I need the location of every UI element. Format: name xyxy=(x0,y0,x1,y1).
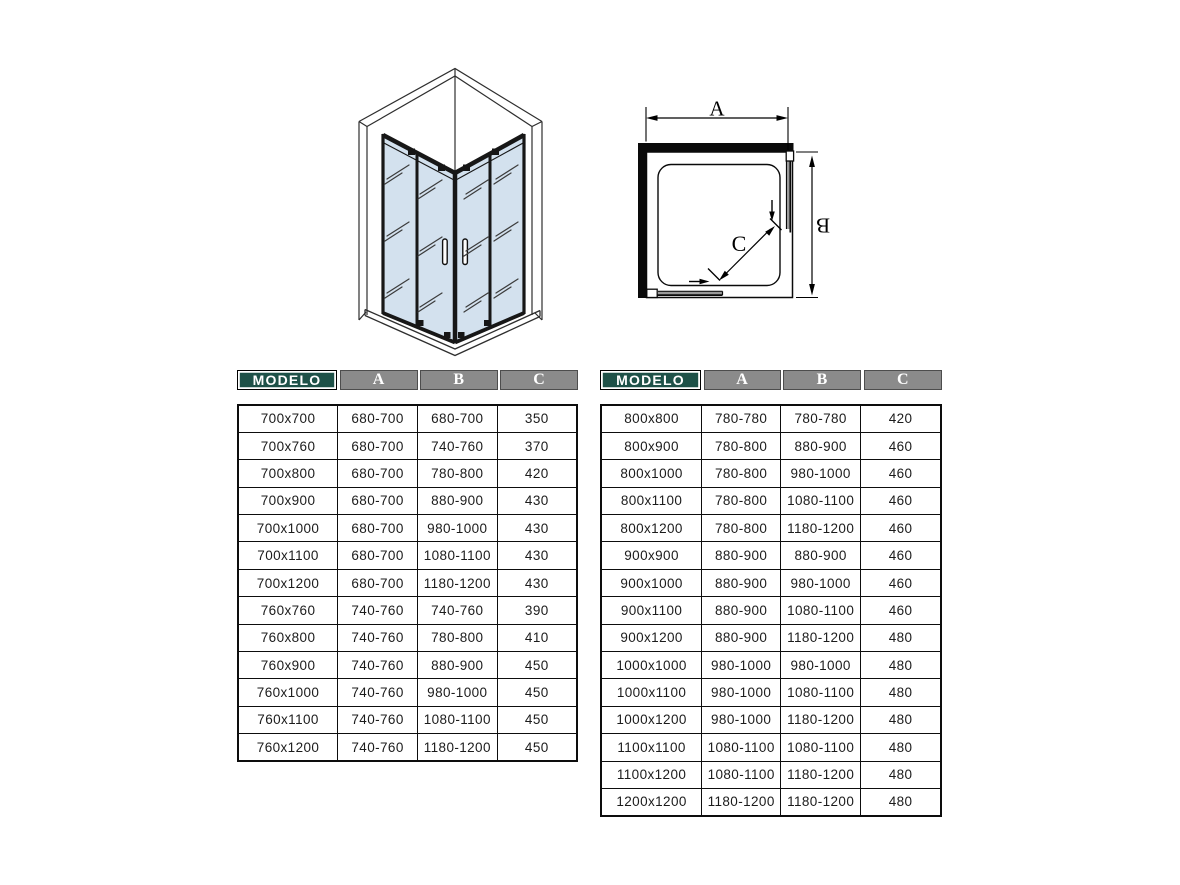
table-cell: 700x1100 xyxy=(238,542,338,569)
table-row xyxy=(238,569,577,596)
table-cell: 1180-1200 xyxy=(781,624,861,651)
table-cell: 700x900 xyxy=(238,487,338,514)
table-row xyxy=(238,432,577,459)
plan-wall-profile-top-right xyxy=(786,151,793,161)
table-row xyxy=(601,761,941,788)
table-cell: 480 xyxy=(861,734,941,761)
table-row xyxy=(238,734,577,761)
table-cell: 1080-1100 xyxy=(702,734,781,761)
table-cell: 370 xyxy=(497,432,577,459)
table-cell: 760x1100 xyxy=(238,706,338,733)
table-cell: 740-760 xyxy=(338,624,418,651)
table-cell: 350 xyxy=(497,405,577,432)
table-cell: 880-900 xyxy=(781,432,861,459)
table-cell: 880-900 xyxy=(418,652,498,679)
dimension-label-a: A xyxy=(709,96,725,121)
table-row xyxy=(238,542,577,569)
table-cell: 1000x1200 xyxy=(601,706,702,733)
table-cell: 980-1000 xyxy=(702,679,781,706)
table-row xyxy=(601,432,941,459)
plan-view-diagram xyxy=(615,85,850,315)
table-cell: 800x900 xyxy=(601,432,702,459)
table-row xyxy=(238,515,577,542)
table-cell: 700x760 xyxy=(238,432,338,459)
header-cell-modelo: MODELO xyxy=(237,370,337,390)
table-cell: 680-700 xyxy=(338,460,418,487)
header-cell-modelo: MODELO xyxy=(600,370,701,390)
table-row xyxy=(601,652,941,679)
table-cell: 700x1200 xyxy=(238,569,338,596)
plan-enclosure-outline xyxy=(647,152,793,298)
table-cell: 390 xyxy=(497,597,577,624)
table-cell: 880-900 xyxy=(702,624,781,651)
table-cell: 1180-1200 xyxy=(781,788,861,815)
table-row xyxy=(601,788,941,815)
isometric-enclosure-diagram xyxy=(330,40,600,370)
table-row xyxy=(238,597,577,624)
size-table-right xyxy=(600,370,942,817)
table-cell: 450 xyxy=(497,652,577,679)
table-cell: 460 xyxy=(861,542,941,569)
table-cell: 1080-1100 xyxy=(781,487,861,514)
table-cell: 420 xyxy=(861,405,941,432)
dimension-label-b: B xyxy=(815,213,831,238)
size-table-right-header xyxy=(600,370,942,390)
plan-tray-outline xyxy=(658,165,780,286)
plan-door-panels xyxy=(650,152,790,295)
table-cell: 740-760 xyxy=(338,734,418,761)
table-row xyxy=(601,460,941,487)
plan-left-wall xyxy=(638,143,646,298)
table-cell: 430 xyxy=(497,515,577,542)
table-cell: 1080-1100 xyxy=(781,597,861,624)
header-cell-c: C xyxy=(500,370,578,390)
header-cell-a: A xyxy=(704,370,781,390)
header-cell-c: C xyxy=(864,370,943,390)
header-cell-a: A xyxy=(340,370,418,390)
table-cell: 980-1000 xyxy=(781,652,861,679)
table-cell: 780-780 xyxy=(781,405,861,432)
table-cell: 450 xyxy=(497,734,577,761)
table-cell: 460 xyxy=(861,432,941,459)
table-cell: 1200x1200 xyxy=(601,788,702,815)
dimension-label-c: C xyxy=(731,231,747,256)
table-cell: 450 xyxy=(497,706,577,733)
table-cell: 700x700 xyxy=(238,405,338,432)
table-cell: 430 xyxy=(497,569,577,596)
table-cell: 780-800 xyxy=(418,460,498,487)
door-handle-right xyxy=(463,239,468,265)
table-cell: 760x760 xyxy=(238,597,338,624)
table-cell: 1080-1100 xyxy=(781,734,861,761)
table-cell: 1080-1100 xyxy=(781,679,861,706)
table-row xyxy=(601,569,941,596)
table-cell: 480 xyxy=(861,788,941,815)
table-cell: 880-900 xyxy=(702,542,781,569)
table-cell: 460 xyxy=(861,569,941,596)
table-cell: 1000x1000 xyxy=(601,652,702,679)
table-row xyxy=(601,624,941,651)
size-table-left-grid xyxy=(237,404,578,762)
table-row xyxy=(238,460,577,487)
table-cell: 780-800 xyxy=(418,624,498,651)
size-table-left-header xyxy=(237,370,578,390)
plan-top-wall xyxy=(638,143,794,152)
table-row xyxy=(601,734,941,761)
table-cell: 1100x1100 xyxy=(601,734,702,761)
table-cell: 800x1000 xyxy=(601,460,702,487)
table-cell: 740-760 xyxy=(418,432,498,459)
plan-wall-profile-bottom-left xyxy=(647,289,657,297)
table-row xyxy=(601,542,941,569)
table-cell: 680-700 xyxy=(338,432,418,459)
table-cell: 980-1000 xyxy=(418,515,498,542)
table-cell: 900x1100 xyxy=(601,597,702,624)
table-cell: 780-800 xyxy=(702,432,781,459)
table-cell: 1080-1100 xyxy=(418,542,498,569)
table-cell: 800x1100 xyxy=(601,487,702,514)
table-row xyxy=(601,597,941,624)
size-table-left xyxy=(237,370,578,762)
table-cell: 1180-1200 xyxy=(418,734,498,761)
table-row xyxy=(601,706,941,733)
table-cell: 740-760 xyxy=(338,679,418,706)
table-cell: 780-800 xyxy=(702,515,781,542)
table-cell: 760x900 xyxy=(238,652,338,679)
table-cell: 680-700 xyxy=(418,405,498,432)
table-cell: 1180-1200 xyxy=(781,761,861,788)
table-cell: 740-760 xyxy=(418,597,498,624)
table-cell: 410 xyxy=(497,624,577,651)
table-cell: 780-780 xyxy=(702,405,781,432)
table-cell: 980-1000 xyxy=(781,569,861,596)
table-cell: 480 xyxy=(861,706,941,733)
table-cell: 700x800 xyxy=(238,460,338,487)
table-row xyxy=(601,515,941,542)
table-cell: 800x800 xyxy=(601,405,702,432)
table-cell: 680-700 xyxy=(338,569,418,596)
header-cell-b: B xyxy=(783,370,861,390)
table-row xyxy=(238,405,577,432)
size-table-right-grid xyxy=(600,404,942,817)
table-cell: 900x900 xyxy=(601,542,702,569)
table-row xyxy=(601,405,941,432)
table-row xyxy=(238,487,577,514)
table-cell: 480 xyxy=(861,679,941,706)
table-cell: 760x800 xyxy=(238,624,338,651)
table-cell: 1180-1200 xyxy=(418,569,498,596)
table-row xyxy=(238,624,577,651)
table-cell: 1000x1100 xyxy=(601,679,702,706)
table-cell: 680-700 xyxy=(338,515,418,542)
table-cell: 1080-1100 xyxy=(418,706,498,733)
table-cell: 1100x1200 xyxy=(601,761,702,788)
table-row xyxy=(238,679,577,706)
table-row xyxy=(601,679,941,706)
table-cell: 430 xyxy=(497,487,577,514)
table-cell: 1180-1200 xyxy=(781,706,861,733)
table-cell: 800x1200 xyxy=(601,515,702,542)
table-cell: 880-900 xyxy=(702,597,781,624)
table-cell: 880-900 xyxy=(418,487,498,514)
table-cell: 700x1000 xyxy=(238,515,338,542)
table-cell: 460 xyxy=(861,487,941,514)
table-cell: 740-760 xyxy=(338,597,418,624)
table-row xyxy=(601,487,941,514)
table-cell: 420 xyxy=(497,460,577,487)
table-cell: 980-1000 xyxy=(781,460,861,487)
table-cell: 460 xyxy=(861,460,941,487)
table-cell: 780-800 xyxy=(702,460,781,487)
table-cell: 740-760 xyxy=(338,706,418,733)
table-cell: 480 xyxy=(861,761,941,788)
door-handle-left xyxy=(443,239,448,265)
table-cell: 900x1200 xyxy=(601,624,702,651)
table-cell: 1180-1200 xyxy=(702,788,781,815)
table-cell: 980-1000 xyxy=(702,706,781,733)
table-cell: 880-900 xyxy=(781,542,861,569)
table-cell: 680-700 xyxy=(338,405,418,432)
header-cell-b: B xyxy=(420,370,498,390)
table-cell: 460 xyxy=(861,515,941,542)
table-cell: 450 xyxy=(497,679,577,706)
table-row xyxy=(238,706,577,733)
table-cell: 760x1000 xyxy=(238,679,338,706)
table-cell: 780-800 xyxy=(702,487,781,514)
table-cell: 1080-1100 xyxy=(702,761,781,788)
table-cell: 460 xyxy=(861,597,941,624)
table-cell: 760x1200 xyxy=(238,734,338,761)
table-cell: 680-700 xyxy=(338,542,418,569)
table-cell: 480 xyxy=(861,652,941,679)
table-cell: 980-1000 xyxy=(702,652,781,679)
table-cell: 680-700 xyxy=(338,487,418,514)
table-cell: 980-1000 xyxy=(418,679,498,706)
table-row xyxy=(238,652,577,679)
table-cell: 900x1000 xyxy=(601,569,702,596)
table-cell: 880-900 xyxy=(702,569,781,596)
table-cell: 740-760 xyxy=(338,652,418,679)
table-cell: 430 xyxy=(497,542,577,569)
table-cell: 480 xyxy=(861,624,941,651)
table-cell: 1180-1200 xyxy=(781,515,861,542)
